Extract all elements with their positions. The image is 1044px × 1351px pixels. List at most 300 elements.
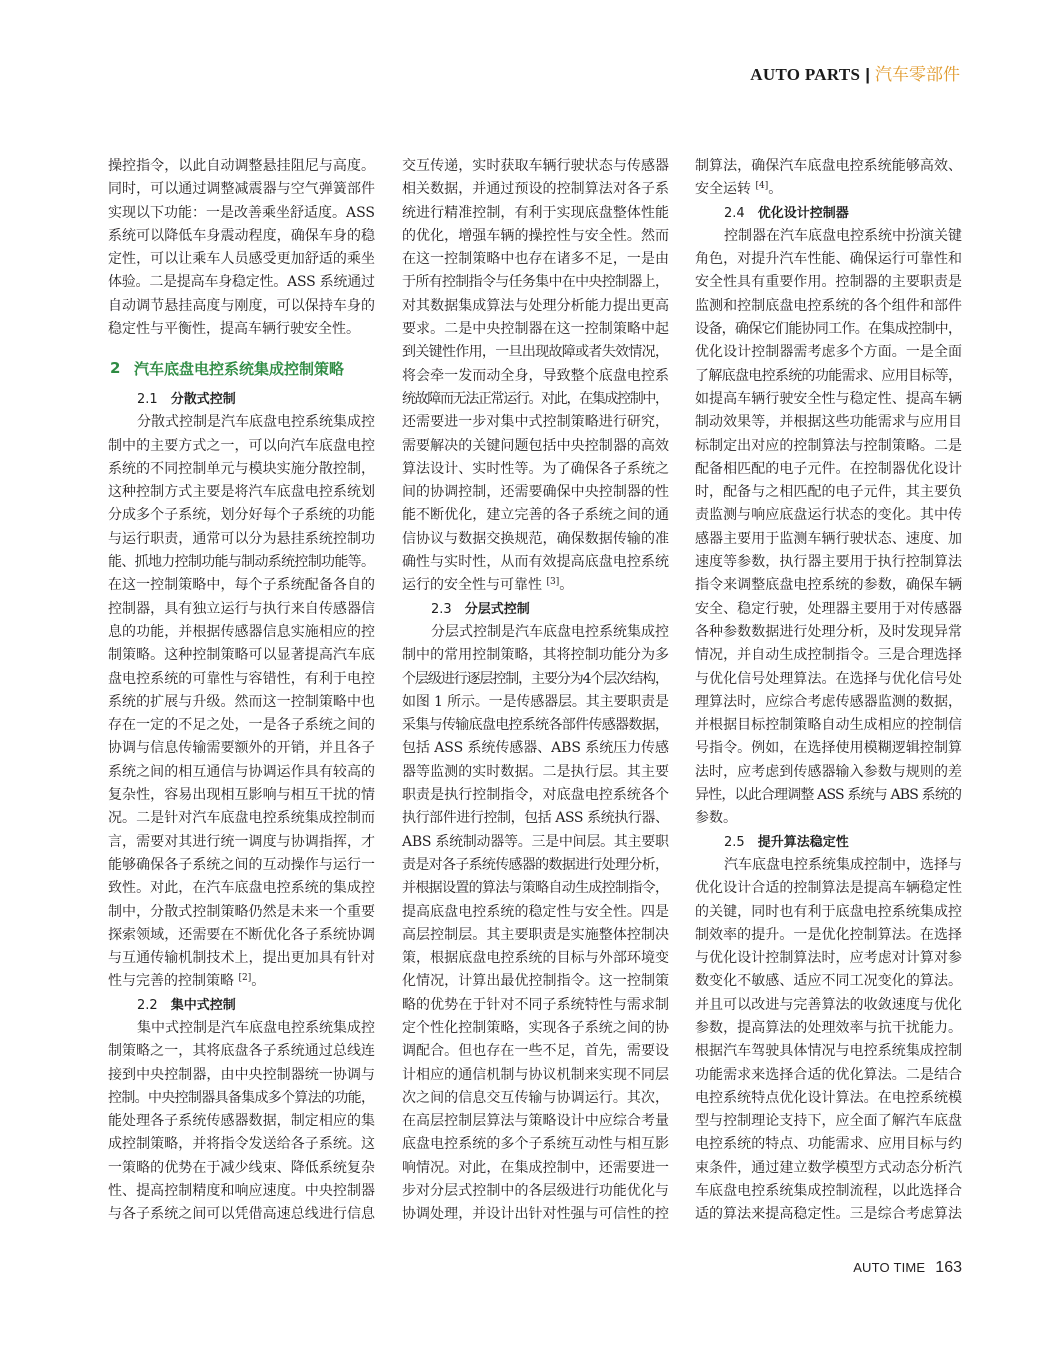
line-text: 分散式控制是汽车底盘电控系统集成控: [137, 414, 375, 431]
line-text: 汽车底盘电控系统集成控制中，选择与: [724, 856, 962, 873]
text-line: [402, 947, 669, 970]
line-text: 在这一控制策略中也存在诸多不足，一是由: [402, 251, 670, 268]
text-line: [108, 551, 375, 574]
text-line: [108, 1133, 375, 1156]
text-line: [402, 1203, 669, 1226]
text-line: [402, 784, 669, 807]
line-text: 息的功能，并根据传感器信息实施相应的控: [108, 623, 376, 640]
line-text-tail: 。: [251, 973, 266, 990]
line-text: 底盘电控系统的多个子系统互动性与相互影: [402, 1136, 670, 1153]
subsection-number: 2.4: [724, 205, 745, 221]
line-text: 的优化，增强车辆的操控性与安全性。然而: [402, 227, 670, 244]
line-text: 响情况。对此，在集成控制中，还需要进一: [402, 1159, 670, 1176]
text-line: [108, 1203, 375, 1226]
text-line: [108, 714, 375, 737]
line-text: 次之间的信息交互传输与协调运行。其次，: [402, 1089, 670, 1106]
line-text: 情况，并自动生成控制指令。三是合理选择: [695, 647, 963, 664]
line-text: 对其数据集成算法与处理分析能力提出更高: [402, 297, 670, 314]
text-line: [108, 504, 375, 527]
line-text: 能处理各子系统传感器数据，制定相应的集: [108, 1113, 376, 1130]
text-line: [402, 202, 669, 225]
subsection-title: 分散式控制: [170, 391, 236, 407]
line-text: 制中的常用控制策略，其将控制功能分为多: [402, 647, 670, 664]
text-line: [695, 1064, 962, 1087]
text-line: [402, 1040, 669, 1063]
line-text: 设备，确保它们能协同工作。在集成控制中，: [695, 321, 962, 338]
text-line: [402, 1017, 669, 1040]
page-footer: [853, 1259, 962, 1277]
line-text: 指令来调整底盘电控系统的参数，确保车辆: [695, 577, 963, 594]
text-line: [108, 970, 375, 993]
text-line: [108, 831, 375, 854]
text-column-3: [695, 155, 962, 1227]
line-text: 存在一定的不足之处，一是各子系统之间的: [108, 717, 376, 734]
line-text-segment: 性与完善的控制策略: [108, 973, 239, 990]
line-text: 信协议与数据交换规范，确保数据传输的准: [402, 530, 670, 547]
text-line: [402, 1133, 669, 1156]
text-line: [402, 271, 669, 294]
footer-journal-name: AUTO TIME: [853, 1260, 926, 1275]
line-text: 操控指令，以此自动调整悬挂阻尼与高度。: [108, 158, 376, 174]
section-number: 2: [110, 359, 121, 378]
text-line: [402, 551, 669, 574]
text-line: [108, 1064, 375, 1087]
text-line: [695, 621, 962, 644]
text-line: [402, 225, 669, 248]
text-line: [108, 877, 375, 900]
line-text: [402, 577, 573, 593]
text-line: [695, 854, 962, 877]
line-text: ABS 系统制动器等。三是中间层。其主要职: [402, 833, 669, 850]
line-text: 盘电控系统的可靠性与容错性，有利于电控: [108, 670, 376, 687]
line-text: 适的算法来提高稳定性。三是综合考虑算法: [695, 1206, 963, 1223]
text-line: [108, 574, 375, 597]
line-text: 速度等参数，执行器主要用于执行控制算法: [695, 554, 963, 571]
text-line: [695, 737, 962, 760]
text-column-1: [108, 155, 375, 1227]
text-line: [695, 598, 962, 621]
paragraph: [108, 1017, 375, 1227]
paragraph: [108, 155, 375, 341]
text-line: [695, 994, 962, 1017]
line-text: 系统的不同控制单元与模块实施分散控制，: [108, 460, 376, 477]
line-text: 系统可以降低车身震动程度，确保车身的稳: [108, 227, 376, 244]
text-line: [402, 970, 669, 993]
line-text-tail: 。: [559, 577, 574, 594]
text-line: [695, 225, 962, 248]
text-line: [695, 504, 962, 527]
text-line: [108, 155, 375, 178]
subsection-title: 分层式控制: [464, 601, 530, 617]
paragraph: [695, 854, 962, 1227]
paragraph: [695, 155, 962, 202]
line-text: 号指令。例如，在选择使用模糊逻辑控制算: [695, 740, 963, 757]
page-number: 163: [935, 1259, 962, 1276]
line-text: 型与控制理论支持下，应全面了解汽车底盘: [695, 1113, 963, 1130]
text-line: [402, 1180, 669, 1203]
line-text: 安全性具有重要作用。控制器的主要职责是: [695, 274, 963, 291]
text-line: [695, 528, 962, 551]
line-text: 致性。对此，在汽车底盘电控系统的集成控: [108, 880, 376, 897]
text-line: [402, 574, 669, 597]
text-line: [402, 318, 669, 341]
line-text: 系统之间的相互通信与协调运作具有较高的: [108, 763, 376, 780]
text-line: [402, 644, 669, 667]
text-line: [108, 598, 375, 621]
line-text: 标制定出对应的控制算法与控制策略。二是: [695, 437, 963, 454]
line-text: 如提高车辆行驶安全性与稳定性、提高车辆: [695, 390, 963, 407]
text-line: [108, 481, 375, 504]
line-text: 相关数据，并通过预设的控制算法对各子系: [402, 181, 670, 198]
text-line: [695, 1157, 962, 1180]
line-text: 职责是执行控制指令，对底盘电控系统各个: [402, 787, 670, 804]
text-line: [402, 365, 669, 388]
text-line: [108, 411, 375, 434]
text-line: [108, 807, 375, 830]
line-text: 集中式控制是汽车底盘电控系统集成控: [137, 1020, 375, 1036]
text-line: [108, 248, 375, 271]
line-text-tail: 。: [768, 181, 783, 198]
line-text: 系统的扩展与升级。然而这一控制策略中也: [108, 693, 376, 710]
line-text: 略的优势在于针对不同子系统特性与需求制: [402, 996, 670, 1013]
text-line: [695, 901, 962, 924]
line-text: 制效率的提升。一是优化控制算法。在选择: [695, 926, 963, 943]
line-text: 安全、稳定行驶，处理器主要用于对传感器: [695, 600, 963, 617]
citation-marker: [4]: [755, 181, 769, 192]
line-text: 车底盘电控系统集成控制流程，以此选择合: [695, 1183, 963, 1200]
text-line: [695, 1133, 962, 1156]
text-line: [402, 1157, 669, 1180]
line-text: 包括 ASS 系统传感器、ABS 系统压力传感: [402, 740, 669, 757]
text-line: [695, 411, 962, 434]
text-line: [402, 737, 669, 760]
text-line: [402, 248, 669, 271]
subsection-heading: [402, 598, 669, 621]
text-line: [402, 388, 669, 411]
line-text: 计相应的通信机制与协议机制来实现不同层: [402, 1066, 670, 1083]
line-text: 控制器在汽车底盘电控系统中扮演关键: [724, 227, 962, 244]
subsection-number: 2.5: [724, 834, 745, 850]
text-line: [108, 784, 375, 807]
line-text: 与运行职责，通常可以分为悬挂系统控制功: [108, 530, 376, 547]
line-text: 需要解决的关键问题包括中央控制器的高效: [402, 437, 670, 454]
text-line: [695, 551, 962, 574]
line-text: 角色，对提升汽车性能、确保运行可靠性和: [695, 251, 963, 268]
text-line: [108, 318, 375, 341]
line-text: 实现以下功能：一是改善乘坐舒适度。ASS: [108, 204, 375, 221]
text-line: [108, 644, 375, 667]
text-line: [402, 854, 669, 877]
line-text: 策，根据底盘电控系统的目标与外部环境变: [402, 950, 670, 967]
text-line: [402, 901, 669, 924]
text-line: [402, 295, 669, 318]
line-text: 功能需求来选择合适的优化算法。二是结合: [695, 1066, 963, 1083]
line-text: 要求。二是中央控制器在这一控制策略中起: [402, 321, 670, 338]
line-text: 统故障而无法正常运行。对此，在集成控制中，: [402, 390, 668, 407]
subsection-number: 2.2: [137, 997, 158, 1013]
text-line: [695, 1087, 962, 1110]
line-text: 制策略之一，其将底盘各子系统通过总线连: [108, 1043, 376, 1060]
text-line: [695, 691, 962, 714]
text-line: [402, 994, 669, 1017]
text-line: [695, 807, 962, 830]
text-line: [108, 1157, 375, 1180]
line-text: 根据汽车驾驶具体情况与电控系统集成控制: [695, 1043, 963, 1060]
line-text: 个层级进行逐层控制，主要分为4个层次结构，: [402, 670, 668, 687]
line-text: 定个性化控制策略，实现各子系统之间的协: [402, 1019, 670, 1036]
citation-marker: [2]: [238, 973, 252, 984]
line-text: 执行部件进行控制，包括 ASS 系统执行器、: [402, 810, 669, 827]
subsection-heading: [108, 388, 375, 411]
text-line: [108, 947, 375, 970]
line-text: 分成多个子系统，划分好每个子系统的功能: [108, 507, 376, 524]
subsection-heading: [108, 994, 375, 1017]
header-separator: |: [865, 65, 870, 84]
line-text: 协调与信息传输需要额外的开销，并且各子: [108, 740, 376, 757]
line-text: 性、提高控制精度和响应速度。中央控制器: [108, 1183, 376, 1200]
text-line: [402, 1064, 669, 1087]
line-text: 一策略的优势在于减少线束、降低系统复杂: [108, 1159, 376, 1176]
text-line: [695, 458, 962, 481]
text-line: [402, 877, 669, 900]
line-text: 并根据目标控制策略自动生成相应的控制信: [695, 717, 963, 734]
section-title: 汽车底盘电控系统集成控制策略: [134, 359, 345, 378]
text-line: [108, 1017, 375, 1040]
line-text: 采集与传输底盘电控系统各部件传感器数据，: [402, 717, 669, 734]
paragraph: [695, 225, 962, 831]
text-line: [695, 155, 962, 178]
line-text: 步对分层式控制中的各层级进行功能优化与: [402, 1183, 670, 1200]
text-line: [695, 924, 962, 947]
line-text: 优化设计控制器需考虑多个方面。一是全面: [695, 344, 963, 361]
text-line: [108, 1180, 375, 1203]
text-line: [402, 435, 669, 458]
text-line: [402, 761, 669, 784]
line-text: 制算法，确保汽车底盘电控系统能够高效、: [695, 158, 963, 174]
subsection-number: 2.3: [431, 601, 452, 617]
line-text: 接到中央控制器，由中央控制器统一协调与: [108, 1066, 376, 1083]
line-text: 成控制策略，并将指令发送给各子系统。这: [108, 1136, 376, 1153]
text-line: [108, 854, 375, 877]
text-line: [402, 831, 669, 854]
line-text: 参数。: [695, 810, 737, 827]
text-line: [108, 435, 375, 458]
text-column-2: [402, 155, 669, 1227]
text-line: [108, 901, 375, 924]
line-text: 将会牵一发而动全身，导致整个底盘电控系: [402, 367, 670, 384]
text-line: [402, 621, 669, 644]
line-text: 各种参数数据进行处理分析，及时发现异常: [695, 623, 963, 640]
line-text: 与各子系统之间可以凭借高速总线进行信息: [108, 1206, 376, 1223]
text-line: [695, 947, 962, 970]
text-line: [695, 668, 962, 691]
text-line: [108, 761, 375, 784]
text-line: [108, 737, 375, 760]
line-text: 异性，以此合理调整 ASS 系统与 ABS 系统的: [695, 787, 962, 804]
line-text: 并根据设置的算法与策略自动生成控制指令，: [402, 880, 669, 897]
text-line: [402, 155, 669, 178]
line-text: 责监测与响应底盘运行状态的变化。其中传: [695, 507, 963, 524]
line-text: 言，需要对其进行统一调度与协调指挥，才: [108, 833, 376, 850]
subsection-title: 优化设计控制器: [757, 205, 849, 221]
line-text: 能不断优化，建立完善的各子系统之间的通: [402, 507, 670, 524]
text-line: [695, 341, 962, 364]
line-text: [695, 181, 782, 197]
text-line: [108, 225, 375, 248]
line-text: 控制器，具有独立运行与执行来自传感器信: [108, 600, 376, 617]
text-line: [108, 458, 375, 481]
line-text: 化情况，计算出最优控制指令。这一控制策: [402, 973, 670, 990]
header-section-en: AUTO PARTS: [750, 65, 861, 84]
line-text: 并且可以改进与完善算法的收敛速度与优化: [695, 996, 963, 1013]
line-text: 感器主要用于监测车辆行驶状态、速度、加: [695, 530, 963, 547]
line-text: 制策略。这种控制策略可以显著提高汽车底: [108, 647, 376, 664]
line-text: 参数，提高算法的处理效率与抗干扰能力。: [695, 1019, 963, 1036]
line-text: 提高底盘电控系统的稳定性与安全性。四是: [402, 903, 670, 920]
text-line: [695, 388, 962, 411]
text-line: [402, 504, 669, 527]
subsection-heading: [695, 831, 962, 854]
text-line: [695, 761, 962, 784]
text-line: [402, 668, 669, 691]
line-text: 电控系统特点优化设计算法。在电控系统模: [695, 1089, 963, 1106]
line-text: 制动效果等，并根据这些功能需求与应用目: [695, 414, 963, 431]
line-text: 到关键性作用，一旦出现故障或者失效情况，: [402, 344, 669, 361]
text-line: [108, 528, 375, 551]
text-line: [695, 1017, 962, 1040]
line-text: 如图 1 所示。一是传感器层。其主要职责是: [402, 693, 669, 710]
text-line: [402, 481, 669, 504]
text-line: [108, 271, 375, 294]
line-text: 了解底盘电控系统的功能需求、应用目标等，: [695, 367, 962, 384]
line-text: 制中的主要方式之一，可以向汽车底盘电控: [108, 437, 376, 454]
line-text: 器等监测的实时数据。二是执行层。其主要: [402, 763, 670, 780]
text-line: [108, 1110, 375, 1133]
line-text: 的关键，同时也有利于底盘电控系统集成控: [695, 903, 963, 920]
line-text: 与优化信号处理算法。在选择与优化信号处: [695, 670, 963, 687]
line-text: 责是对各子系统传感器的数据进行处理分析，: [402, 856, 669, 873]
line-text: 高层控制层。其主要职责是实施整体控制决: [402, 926, 670, 943]
line-text: 配备相匹配的电子元件。在控制器优化设计: [695, 460, 963, 477]
line-text: 这种控制方式主要是将汽车底盘电控系统划: [108, 484, 376, 501]
line-text: 间的协调控制，还需要确保中央控制器的性: [402, 484, 670, 501]
running-header: [750, 63, 960, 87]
line-text: 与互通传输机制技术上，提出更加具有针对: [108, 950, 376, 967]
line-text: 能够确保各子系统之间的互动操作与运行一: [108, 856, 376, 873]
line-text: 体验。二是提高车身稳定性。ASS 系统通过: [108, 274, 375, 291]
line-text: 于所有控制指令与任务集中在中央控制器上，: [402, 274, 669, 291]
text-line: [695, 248, 962, 271]
citation-marker: [3]: [546, 577, 560, 588]
text-line: [402, 1087, 669, 1110]
text-line: [695, 271, 962, 294]
line-text: 理算法时，应综合考虑传感器监测的数据，: [695, 693, 963, 710]
header-section-zh: 汽车零部件: [875, 65, 960, 85]
line-text: 稳定性与平衡性，提高车辆行驶安全性。: [108, 321, 360, 338]
text-line: [108, 295, 375, 318]
line-text: 交互传递，实时获取车辆行驶状态与传感器: [402, 158, 670, 174]
text-line: [695, 1110, 962, 1133]
line-text: 时，配备与之相匹配的电子元件，其主要负: [695, 484, 963, 501]
line-text: 制中，分散式控制策略仍然是未来一个重要: [108, 903, 376, 920]
text-line: [695, 1180, 962, 1203]
subsection-number: 2.1: [137, 391, 158, 407]
text-line: [695, 481, 962, 504]
line-text: 控制。中央控制器具备集成多个算法的功能，: [108, 1089, 375, 1106]
text-line: [695, 877, 962, 900]
line-text: 探索领域，还需要在不断优化各子系统协调: [108, 926, 376, 943]
text-line: [695, 295, 962, 318]
text-line: [402, 807, 669, 830]
subsection-heading: [695, 202, 962, 225]
text-line: [108, 668, 375, 691]
line-text: 束条件，通过建立数学模型方式动态分析汽: [695, 1159, 963, 1176]
text-line: [108, 1087, 375, 1110]
text-line: [108, 1040, 375, 1063]
text-line: [402, 714, 669, 737]
text-line: [402, 924, 669, 947]
line-text: 况。二是针对汽车底盘电控系统集成控制而: [108, 810, 376, 827]
text-line: [402, 528, 669, 551]
paragraph: [108, 411, 375, 993]
line-text: [108, 973, 265, 989]
text-line: [695, 1203, 962, 1226]
line-text-segment: 安全运转: [695, 181, 756, 198]
text-line: [402, 178, 669, 201]
text-line: [108, 621, 375, 644]
paragraph: [402, 621, 669, 1227]
line-text: 在高层控制层算法与策略设计中应综合考量: [402, 1113, 670, 1130]
text-line: [695, 644, 962, 667]
text-line: [402, 458, 669, 481]
text-line: [402, 411, 669, 434]
line-text: 协调处理，并设计出针对性强与可信性的控: [402, 1206, 670, 1223]
text-line: [695, 178, 962, 201]
line-text: 定性，可以让乘车人员感受更加舒适的乘坐: [108, 251, 376, 268]
line-text: 优化设计合适的控制算法是提高车辆稳定性: [695, 880, 963, 897]
paragraph: [402, 155, 669, 598]
line-text: 还需要进一步对集中式控制策略进行研究，: [402, 414, 670, 431]
line-text: 法时，应考虑到传感器输入参数与规则的差: [695, 763, 963, 780]
subsection-title: 集中式控制: [170, 997, 236, 1013]
text-line: [402, 691, 669, 714]
text-line: [695, 784, 962, 807]
line-text: 分层式控制是汽车底盘电控系统集成控: [431, 623, 669, 640]
line-text: 在这一控制策略中，每个子系统配备各自的: [108, 577, 376, 594]
text-line: [108, 924, 375, 947]
text-line: [695, 970, 962, 993]
text-line: [108, 691, 375, 714]
line-text: 数变化不敏感、适应不同工况变化的算法。: [695, 973, 963, 990]
line-text: 复杂性，容易出现相互影响与相互干扰的情: [108, 787, 376, 804]
line-text: 调配合。但也存在一些不足，首先，需要设: [402, 1043, 670, 1060]
line-text: 算法设计、实时性等。为了确保各子系统之: [402, 460, 670, 477]
section-heading: [108, 341, 375, 388]
text-line: [695, 1040, 962, 1063]
line-text: 能、抓地力控制功能与制动系统控制功能等。: [108, 554, 375, 571]
text-line: [402, 1110, 669, 1133]
subsection-title: 提升算法稳定性: [757, 834, 849, 850]
text-line: [695, 435, 962, 458]
line-text: 与优化设计控制算法时，应考虑对计算对参: [695, 950, 963, 967]
text-line: [695, 365, 962, 388]
line-text: 确性与实时性，从而有效提高底盘电控系统: [402, 554, 670, 571]
line-text: 统进行精准控制，有利于实现底盘整体性能: [402, 204, 670, 221]
text-line: [108, 202, 375, 225]
text-line: [402, 341, 669, 364]
line-text-segment: 运行的安全性与可靠性: [402, 577, 547, 594]
text-line: [695, 574, 962, 597]
